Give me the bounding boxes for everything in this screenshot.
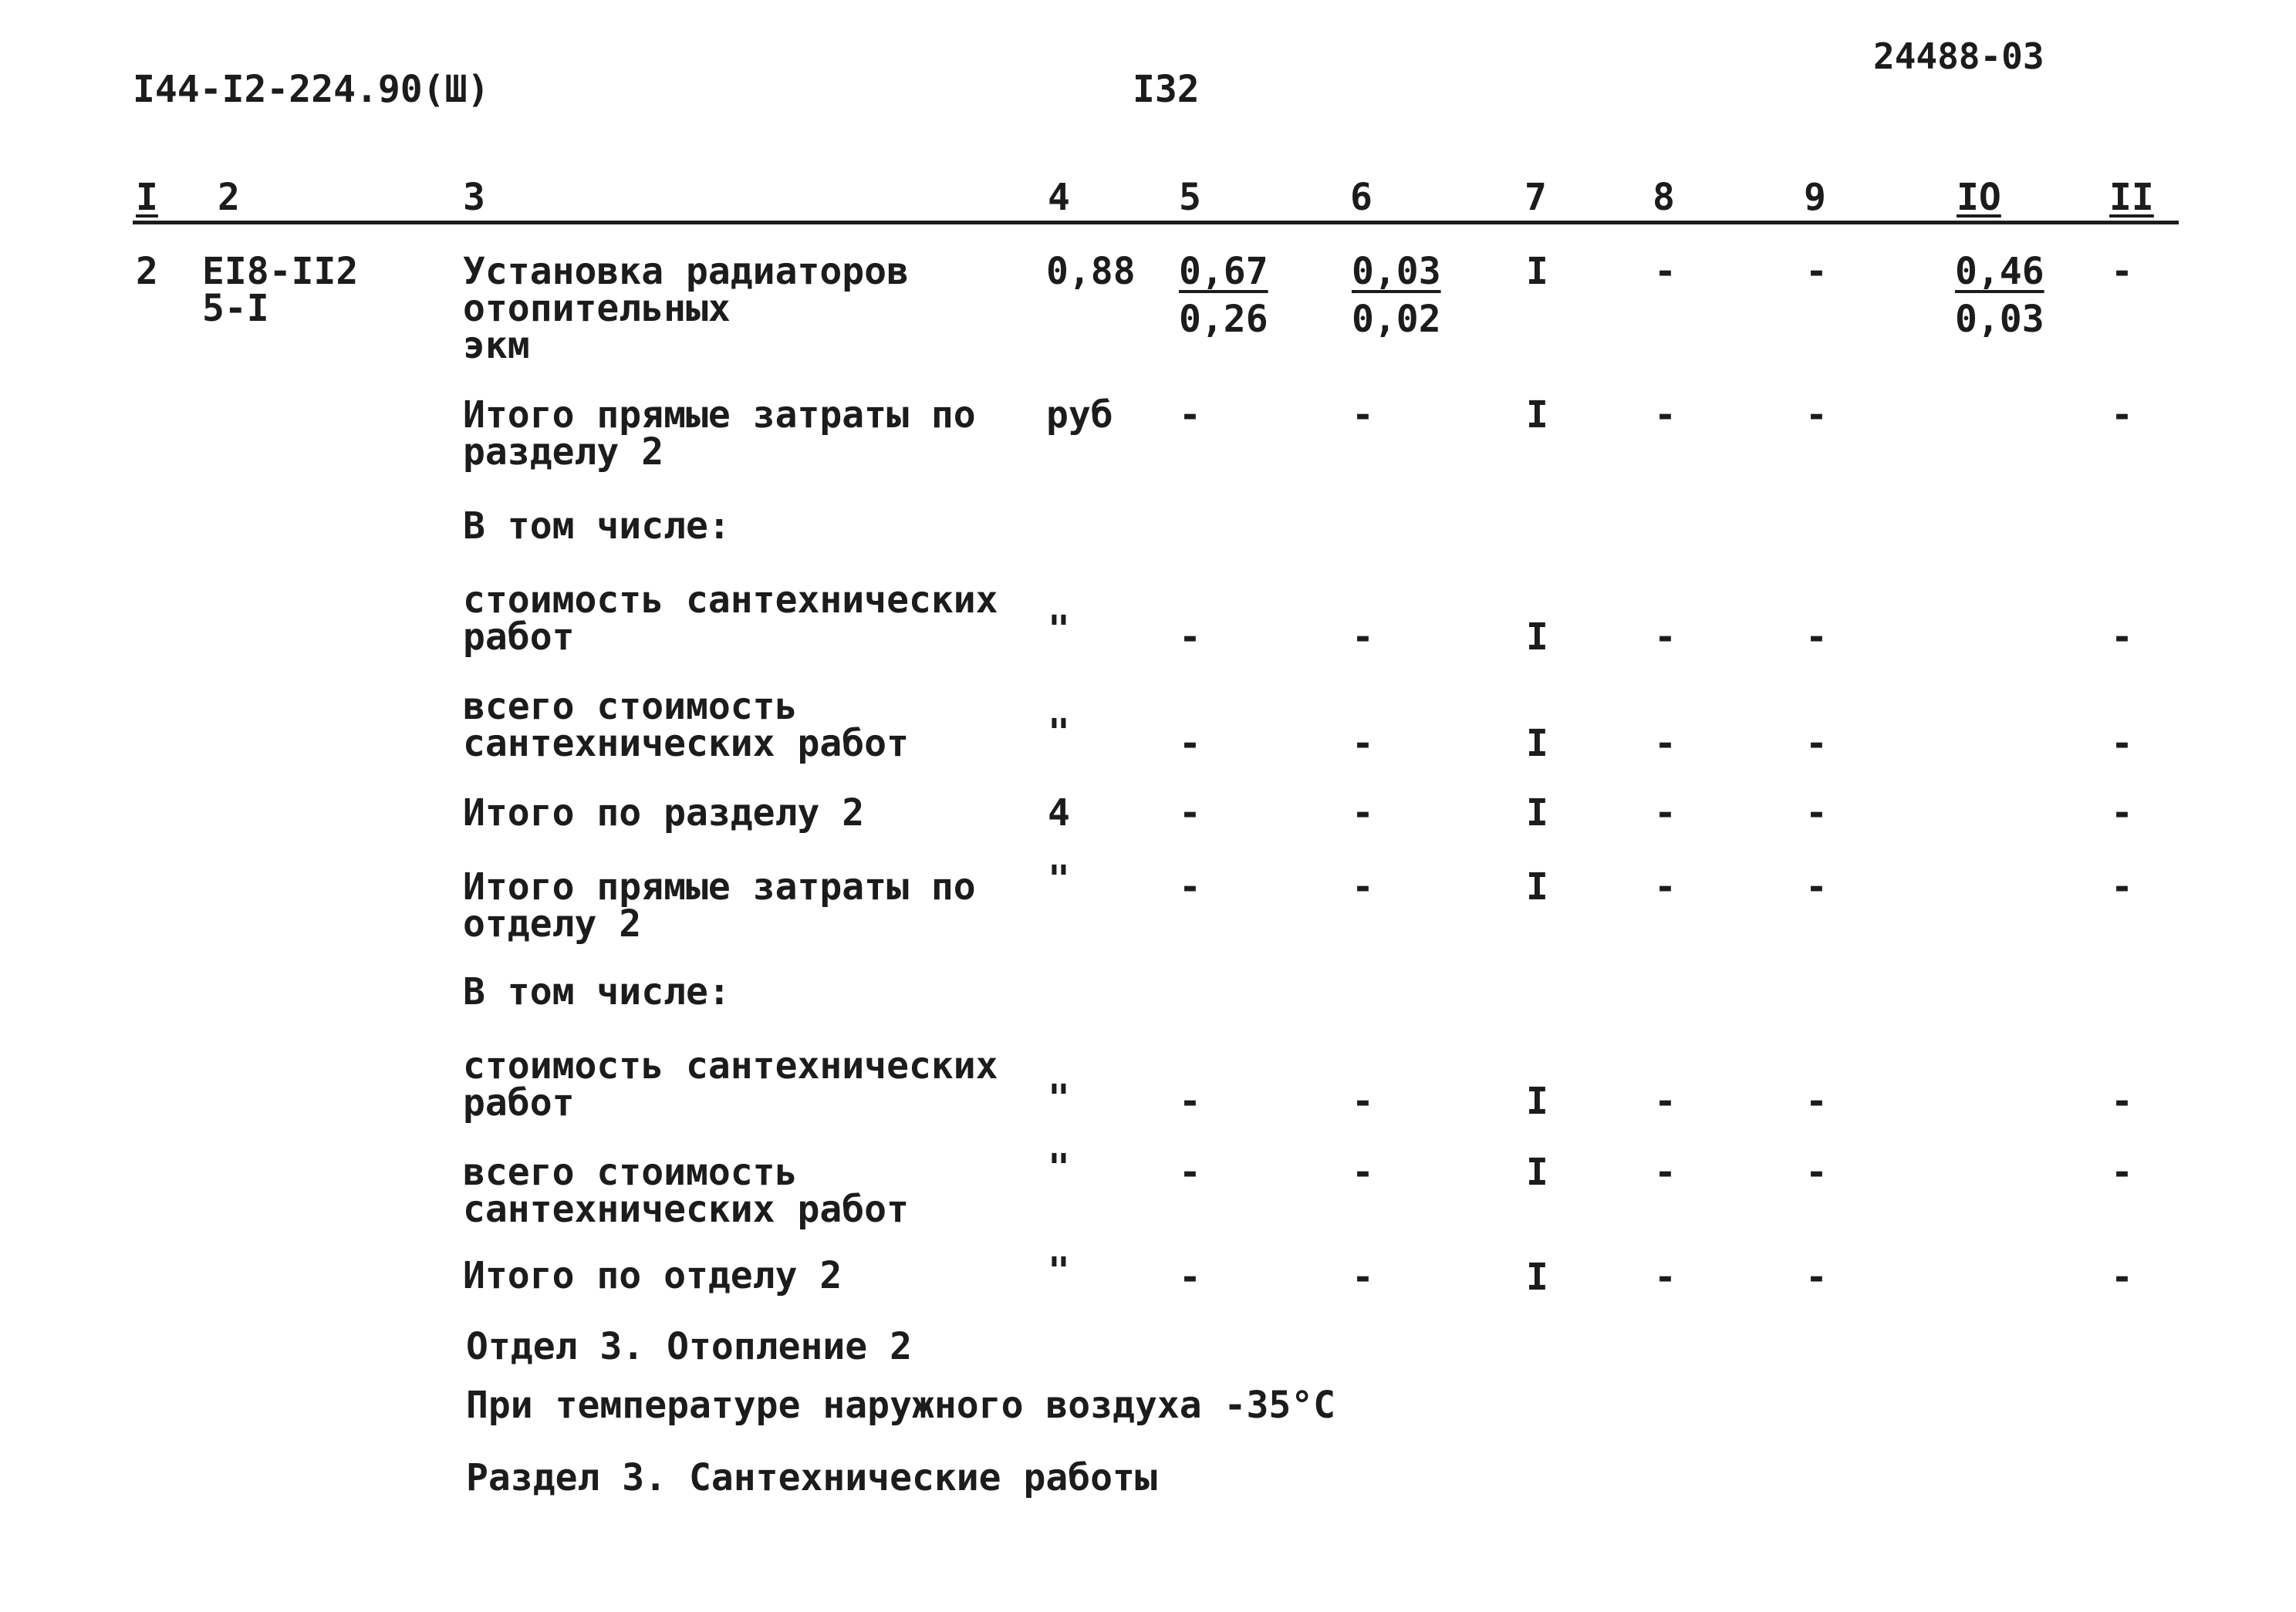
col9-value: -	[1805, 1080, 1828, 1123]
col5-value: -	[1179, 1151, 1201, 1194]
col7-value: I	[1526, 615, 1548, 659]
row-label: Итого по разделу 2	[463, 791, 865, 835]
col11-value: -	[2111, 250, 2133, 293]
col9-value: -	[1805, 1256, 1828, 1299]
column-header: 7	[1524, 176, 1547, 219]
col6-bottom: 0,02	[1352, 298, 1441, 341]
row-label: В том числе:	[463, 504, 731, 548]
col6-value: -	[1352, 393, 1374, 437]
col11-value: -	[2111, 722, 2133, 765]
col5-fraction	[1179, 250, 1268, 341]
col5-value: -	[1179, 393, 1201, 437]
quantity: 0,88	[1046, 250, 1136, 293]
col10-fraction	[1955, 250, 2044, 341]
unit: "	[1048, 711, 1070, 754]
row-number: 2	[136, 250, 158, 293]
unit: "	[1048, 1077, 1070, 1120]
column-header: 2	[218, 176, 240, 219]
col8-value: -	[1654, 791, 1676, 835]
col8-value: -	[1654, 1151, 1676, 1194]
section-heading: Раздел 3. Сантехнические работы	[466, 1456, 1157, 1499]
column-header: 9	[1804, 176, 1826, 219]
column-header: IO	[1957, 176, 2001, 219]
col8-value: -	[1654, 393, 1676, 437]
column-header: I	[136, 176, 158, 219]
col6-value: -	[1352, 865, 1374, 909]
col5-value: -	[1179, 1080, 1201, 1123]
col8-value: -	[1654, 1080, 1676, 1123]
col8-value: -	[1654, 865, 1676, 909]
col5-top: 0,67	[1179, 250, 1268, 293]
col6-fraction	[1352, 250, 1441, 341]
col11-value: -	[2111, 1151, 2133, 1194]
col6-value: -	[1352, 722, 1374, 765]
row-label: Итого прямые затраты по разделу 2	[463, 393, 976, 474]
col11-value: -	[2111, 393, 2133, 437]
col7-value: I	[1526, 393, 1548, 437]
col6-value: -	[1352, 1151, 1374, 1194]
col9-value: -	[1805, 615, 1828, 659]
col7-value: I	[1526, 250, 1548, 293]
col7-value: I	[1526, 722, 1548, 765]
column-header: 8	[1653, 176, 1675, 219]
col6-value: -	[1352, 1256, 1374, 1299]
col6-value: -	[1352, 615, 1374, 659]
col9-value: -	[1805, 791, 1828, 835]
row-label: всего стоимость сантехнических работ	[463, 1151, 909, 1231]
unit: "	[1048, 608, 1070, 651]
col9-value: -	[1805, 393, 1828, 437]
row-label: Итого по отделу 2	[463, 1254, 842, 1297]
col7-value: I	[1526, 791, 1548, 835]
row-label: стоимость сантехнических работ	[463, 578, 998, 659]
unit: руб	[1046, 393, 1113, 437]
col5-value: -	[1179, 791, 1201, 835]
col8-value: -	[1654, 615, 1676, 659]
col8-value: -	[1654, 250, 1676, 293]
temperature-note: При температуре наружного воздуха -35°С	[466, 1384, 1336, 1427]
row-label: Итого прямые затраты по отделу 2	[463, 865, 976, 946]
col10-bottom: 0,03	[1955, 298, 2044, 341]
page-number: I32	[1133, 68, 1200, 111]
col6-top: 0,03	[1352, 250, 1441, 293]
column-header: II	[2109, 176, 2154, 219]
norm-code: EI8-II2 5-I	[202, 250, 359, 330]
col6-value: -	[1352, 1080, 1374, 1123]
col11-value: -	[2111, 865, 2133, 909]
col8-value: -	[1654, 722, 1676, 765]
col11-value: -	[2111, 615, 2133, 659]
column-header: 4	[1048, 176, 1070, 219]
work-name: Установка радиаторов отопительных экм	[463, 250, 909, 367]
header-divider	[133, 221, 2179, 224]
col9-value: -	[1805, 250, 1828, 293]
document-code: I44-I2-224.90(Ш)	[133, 68, 490, 111]
col5-value: -	[1179, 1256, 1201, 1299]
col9-value: -	[1805, 722, 1828, 765]
col7-value: I	[1526, 1151, 1548, 1194]
col10-top: 0,46	[1955, 250, 2044, 293]
col5-bottom: 0,26	[1179, 298, 1268, 341]
col9-value: -	[1805, 1151, 1828, 1194]
col7-value: I	[1526, 865, 1548, 909]
col11-value: -	[2111, 1080, 2133, 1123]
unit: "	[1048, 1146, 1070, 1189]
col8-value: -	[1654, 1256, 1676, 1299]
column-header: 3	[463, 176, 485, 219]
department-heading: Отдел 3. Отопление 2	[466, 1325, 912, 1368]
col11-value: -	[2111, 1256, 2133, 1299]
col5-value: -	[1179, 722, 1201, 765]
col7-value: I	[1526, 1256, 1548, 1299]
col5-value: -	[1179, 615, 1201, 659]
unit: 4	[1048, 791, 1070, 835]
unit: "	[1048, 858, 1070, 901]
col9-value: -	[1805, 865, 1828, 909]
row-label: всего стоимость сантехнических работ	[463, 685, 909, 765]
document-stamp: 24488-03	[1873, 35, 2044, 77]
row-label: стоимость сантехнических работ	[463, 1044, 998, 1125]
col6-value: -	[1352, 791, 1374, 835]
col5-value: -	[1179, 865, 1201, 909]
unit: "	[1048, 1249, 1070, 1293]
column-header: 6	[1350, 176, 1373, 219]
column-header: 5	[1179, 176, 1201, 219]
col7-value: I	[1526, 1080, 1548, 1123]
col11-value: -	[2111, 791, 2133, 835]
row-label: В том числе:	[463, 970, 731, 1013]
